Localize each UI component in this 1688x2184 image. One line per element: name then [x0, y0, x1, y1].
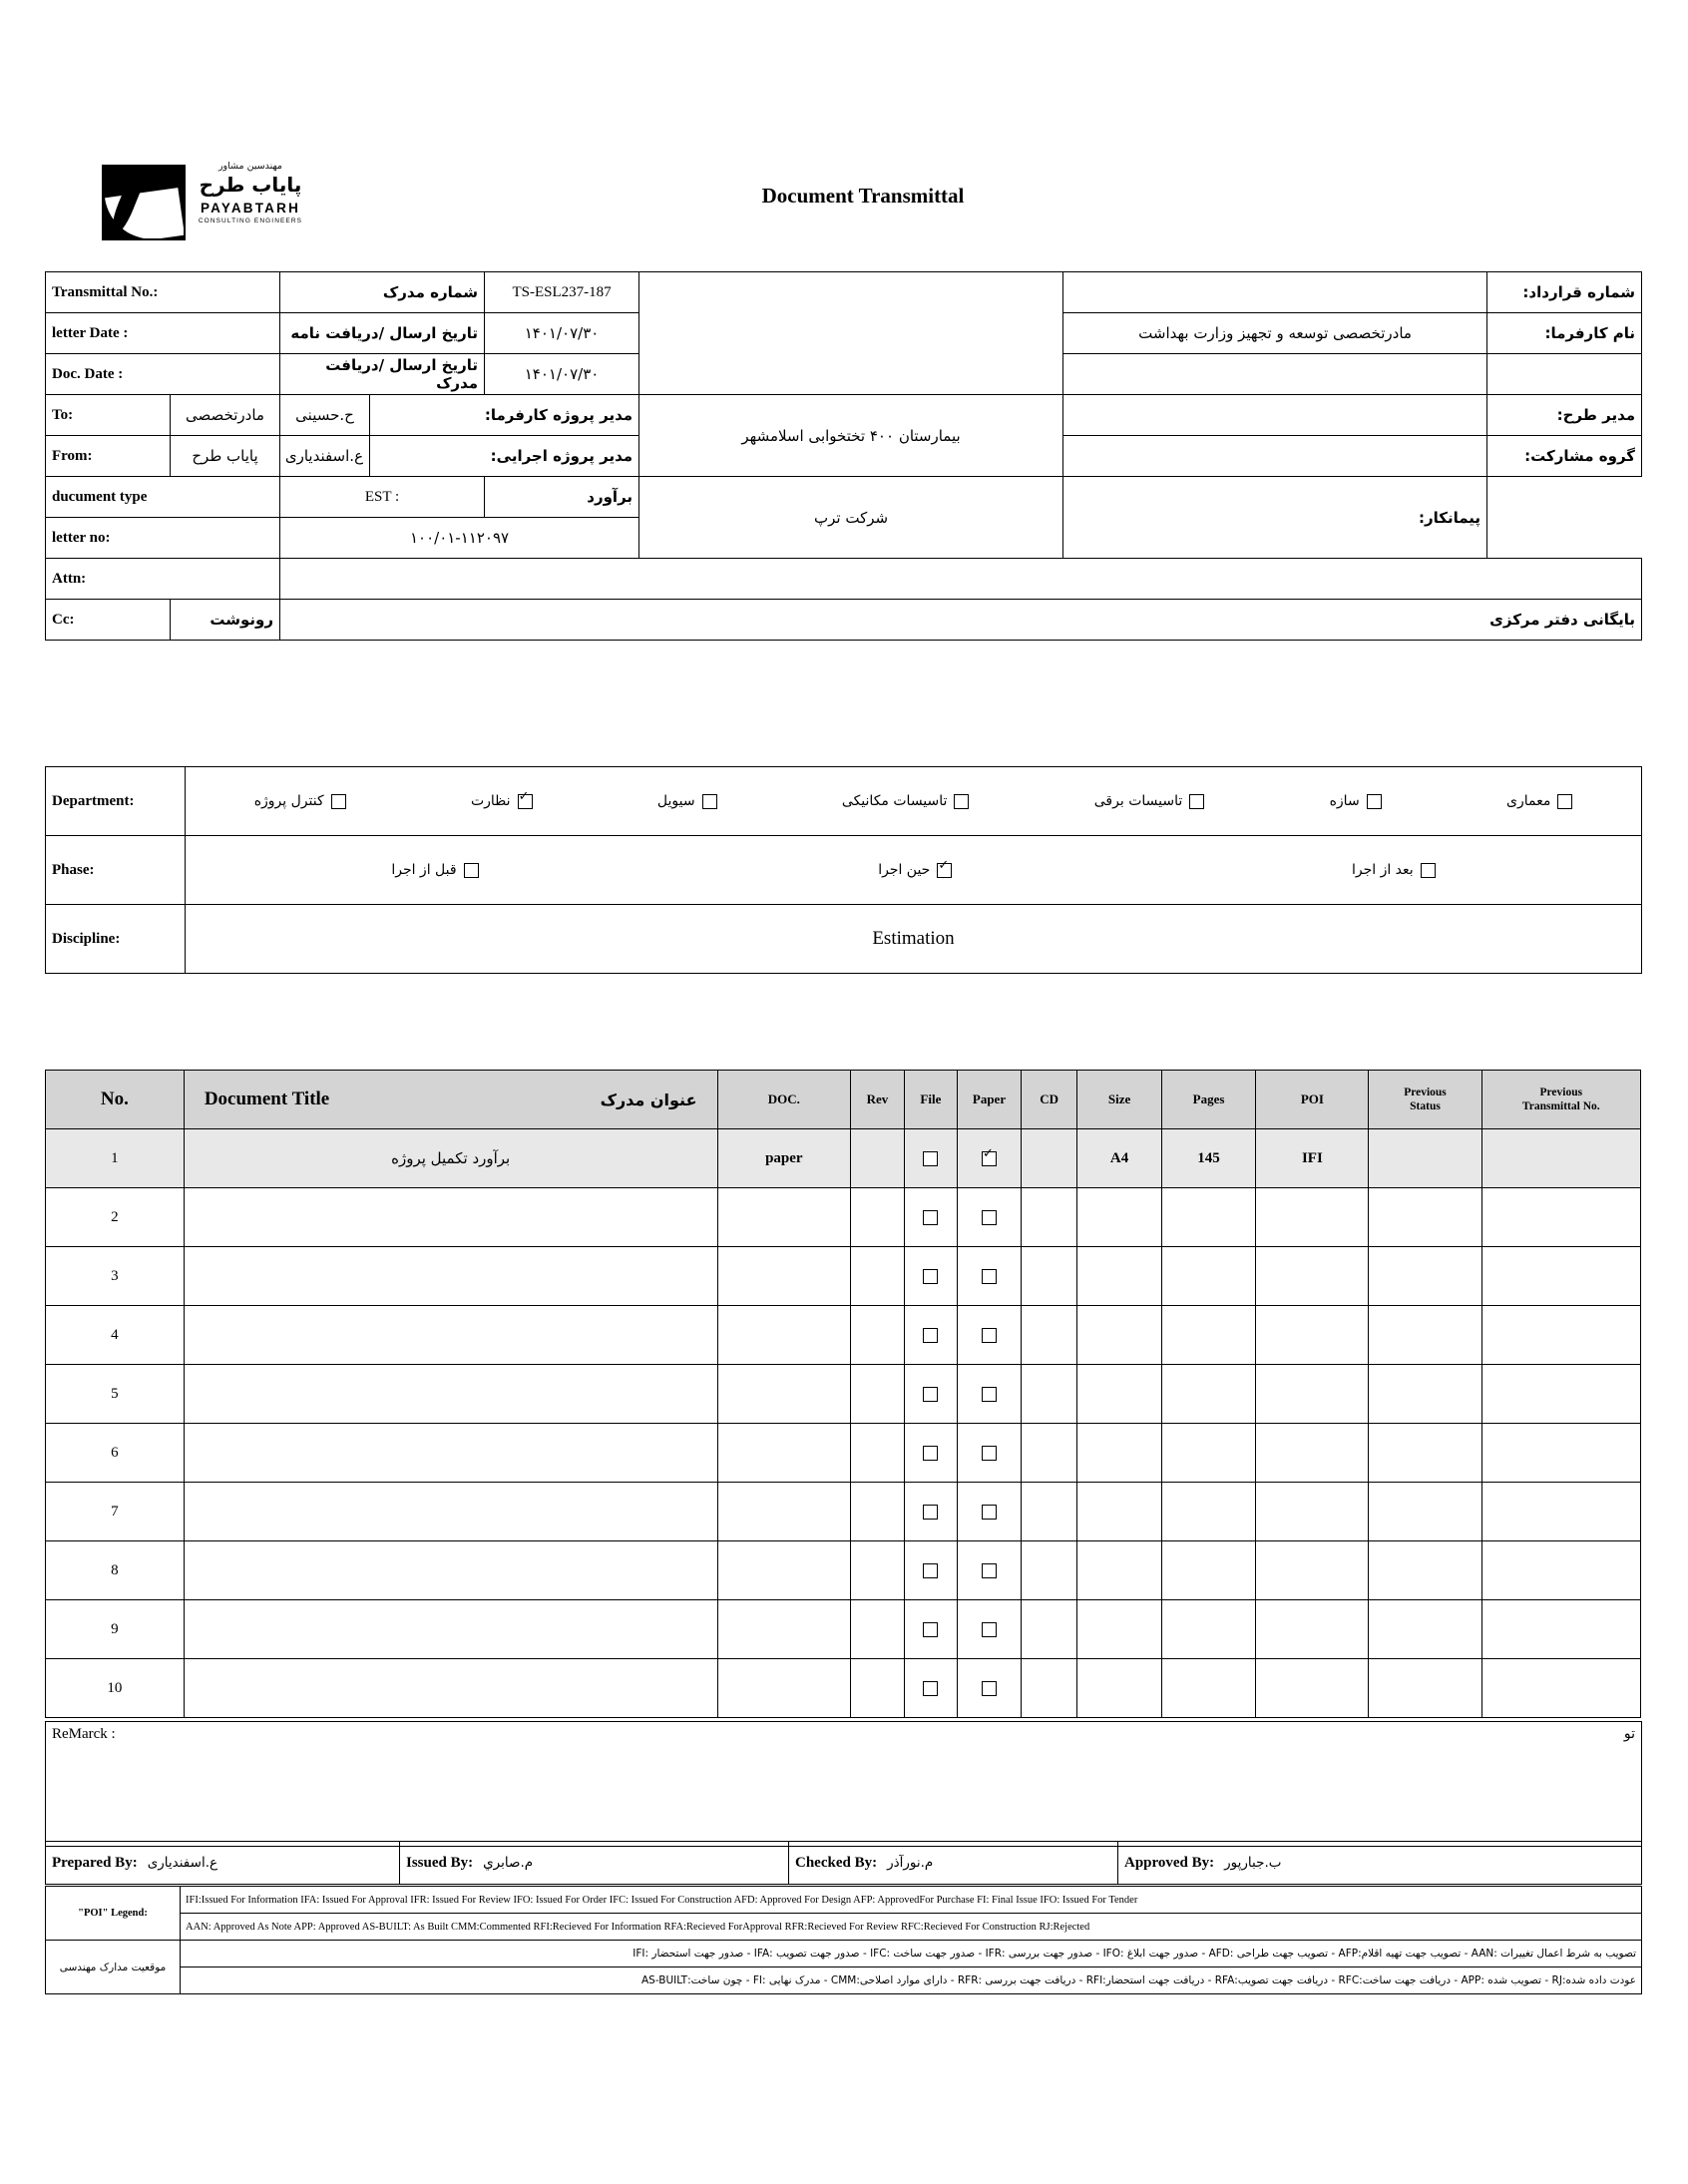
- header-previous-status: [1369, 1071, 1481, 1129]
- table-row[interactable]: [46, 1600, 1641, 1659]
- cell-doc[interactable]: [717, 1188, 851, 1247]
- cell-doc[interactable]: [717, 1247, 851, 1306]
- cell-no: 4: [46, 1306, 185, 1365]
- to-label: To:: [46, 395, 171, 436]
- cell-file[interactable]: [904, 1541, 957, 1600]
- cell-cd[interactable]: [1021, 1188, 1077, 1247]
- checkbox-icon[interactable]: [923, 1681, 938, 1696]
- header-poi: POI: [1256, 1071, 1369, 1129]
- transmittal-no-value[interactable]: TS-ESL237-187: [485, 272, 639, 313]
- cell-prev-status[interactable]: [1369, 1483, 1481, 1541]
- cell-cd[interactable]: [1021, 1247, 1077, 1306]
- design-manager-label: مدیر طرح:: [1487, 395, 1642, 436]
- cell-title[interactable]: برآورد تکمیل پروژه: [184, 1129, 717, 1188]
- transmittal-no-label-fa: شماره مدرک: [280, 272, 485, 313]
- employer-name-label: نام کارفرما:: [1487, 313, 1642, 354]
- cell-pages[interactable]: [1161, 1365, 1256, 1424]
- checkbox-icon[interactable]: [982, 1563, 997, 1578]
- cell-poi[interactable]: [1256, 1424, 1369, 1483]
- dept-option-electrical[interactable]: [1094, 793, 1204, 809]
- cell-size[interactable]: [1077, 1365, 1161, 1424]
- cell-doc[interactable]: [717, 1659, 851, 1718]
- cell-file[interactable]: [904, 1600, 957, 1659]
- checkbox-icon[interactable]: [923, 1622, 938, 1637]
- checkbox-icon[interactable]: [1557, 794, 1572, 809]
- cell-title[interactable]: [184, 1424, 717, 1483]
- cell-rev[interactable]: [851, 1483, 904, 1541]
- phase-label: Phase:: [46, 836, 186, 905]
- checkbox-icon[interactable]: [464, 863, 479, 878]
- cell-cd[interactable]: [1021, 1306, 1077, 1365]
- legend-title: "POI" Legend:: [46, 1887, 181, 1941]
- cell-pages[interactable]: [1161, 1424, 1256, 1483]
- legend-line-4: عودت داده شده:RJ - تصویب شده :APP - دریافت جهت ساخت:RFC - دریافت جهت تصویب:RFA - دریافت جهت استحضار:RFI - دریافت جهت بررسی :RFR - دارای موارد اصلاحی:CMM - مدرک نهایی :FI - چون ساخت:AS-BUILT: [181, 1967, 1642, 1994]
- legend-row-3: [46, 1941, 1642, 1967]
- phase-option-label: قبل از اجرا: [391, 862, 457, 878]
- cell-file[interactable]: [904, 1483, 957, 1541]
- cell-paper[interactable]: [958, 1188, 1022, 1247]
- cell-size[interactable]: [1077, 1659, 1161, 1718]
- doc-date-label: Doc. Date :: [46, 354, 280, 395]
- company-logo: [80, 160, 309, 254]
- checkbox-icon[interactable]: [982, 1328, 997, 1343]
- table-row[interactable]: [46, 1188, 1641, 1247]
- letter-date-label-fa: تاریخ ارسال /دریافت نامه: [280, 313, 485, 354]
- checkbox-icon[interactable]: [923, 1210, 938, 1225]
- header-size: Size: [1077, 1071, 1161, 1129]
- cell-prev-transmittal[interactable]: [1481, 1483, 1640, 1541]
- doc-table-header-row: [46, 1071, 1641, 1129]
- cell-paper[interactable]: [958, 1424, 1022, 1483]
- checkbox-icon[interactable]: [923, 1563, 938, 1578]
- project-name-cell: [639, 272, 1063, 395]
- design-manager-value[interactable]: [1063, 395, 1487, 436]
- document-type-label-fa: برآورد: [485, 477, 639, 518]
- cell-file[interactable]: [904, 1424, 957, 1483]
- transmittal-info-table: [45, 271, 1642, 641]
- checkbox-icon[interactable]: [982, 1622, 997, 1637]
- document-header: [55, 160, 1631, 259]
- cell-pages[interactable]: 145: [1161, 1129, 1256, 1188]
- issued-by-label: Issued By:: [406, 1854, 474, 1871]
- dept-option-supervision[interactable]: [471, 793, 533, 809]
- legend-row-2: [46, 1914, 1642, 1941]
- table-row[interactable]: [46, 1659, 1641, 1718]
- dept-option-label: سازه: [1329, 793, 1360, 809]
- checked-by-label: Checked By:: [795, 1854, 878, 1871]
- dept-option-label: سیویل: [656, 793, 695, 809]
- phase-row: [46, 836, 1642, 905]
- dept-option-label: نظارت: [470, 793, 511, 809]
- checkbox-checked-icon[interactable]: [937, 863, 952, 878]
- phase-option-after[interactable]: [1352, 862, 1436, 878]
- header-cd: CD: [1021, 1071, 1077, 1129]
- dept-option-memari[interactable]: [1506, 793, 1572, 809]
- cc-label: Cc:: [46, 600, 171, 641]
- cell-cd[interactable]: [1021, 1365, 1077, 1424]
- document-type-value[interactable]: EST :: [280, 477, 485, 518]
- cell-prev-transmittal[interactable]: [1481, 1600, 1640, 1659]
- dept-option-mechanical[interactable]: [842, 793, 970, 809]
- department-option-list: [192, 793, 1635, 809]
- checkbox-icon[interactable]: [982, 1505, 997, 1520]
- dept-option-label: تاسیسات برقی: [1093, 793, 1183, 809]
- logo-line-2: پایاب طرح: [199, 172, 302, 197]
- cell-cd[interactable]: [1021, 1424, 1077, 1483]
- cell-size[interactable]: [1077, 1424, 1161, 1483]
- table-row[interactable]: [46, 1483, 1641, 1541]
- issued-by-cell[interactable]: [400, 1842, 789, 1885]
- logo-line-3: PAYABTARH: [200, 200, 301, 216]
- department-label: Department:: [46, 767, 186, 836]
- cell-rev[interactable]: [851, 1365, 904, 1424]
- cell-prev-status[interactable]: [1369, 1247, 1481, 1306]
- cell-title[interactable]: [184, 1659, 717, 1718]
- cell-prev-transmittal[interactable]: [1481, 1306, 1640, 1365]
- to-value[interactable]: مادرتخصصی: [171, 395, 280, 436]
- letter-no-label: letter no:: [46, 518, 280, 559]
- cell-poi[interactable]: [1256, 1659, 1369, 1718]
- header-previous-transmittal: [1481, 1071, 1640, 1129]
- exec-pm-value[interactable]: ع.اسفندیاری: [280, 436, 370, 477]
- cell-cd[interactable]: [1021, 1129, 1077, 1188]
- contractor-label: پیمانکار:: [1063, 477, 1487, 559]
- cell-rev[interactable]: [851, 1306, 904, 1365]
- discipline-label: Discipline:: [46, 905, 186, 974]
- cell-prev-transmittal[interactable]: [1481, 1424, 1640, 1483]
- cell-poi[interactable]: [1256, 1483, 1369, 1541]
- phase-option-label: حین اجرا: [878, 862, 931, 878]
- cell-no: 9: [46, 1600, 185, 1659]
- cell-rev[interactable]: [851, 1659, 904, 1718]
- info-blank-label-1: [1487, 354, 1642, 395]
- table-row[interactable]: [46, 1129, 1641, 1188]
- checkbox-checked-icon[interactable]: [518, 794, 533, 809]
- remark-label: ReMarck :: [52, 1726, 116, 1742]
- legend-title-fa: موقعیت مدارک مهندسی: [46, 1941, 181, 1994]
- cell-no: 3: [46, 1247, 185, 1306]
- prepared-by-label: Prepared By:: [52, 1854, 138, 1871]
- phase-options: [186, 836, 1642, 905]
- phase-option-label: بعد از اجرا: [1351, 862, 1414, 878]
- logo-line-4: CONSULTING ENGINEERS: [198, 218, 303, 225]
- remark-right-text: تو: [1623, 1726, 1635, 1742]
- cell-prev-transmittal[interactable]: [1481, 1541, 1640, 1600]
- checkbox-icon[interactable]: [923, 1151, 938, 1166]
- cell-poi[interactable]: [1256, 1600, 1369, 1659]
- cell-rev[interactable]: [851, 1247, 904, 1306]
- cell-doc[interactable]: [717, 1424, 851, 1483]
- cell-pages[interactable]: [1161, 1247, 1256, 1306]
- cell-prev-transmittal[interactable]: [1481, 1247, 1640, 1306]
- table-row[interactable]: [46, 1247, 1641, 1306]
- cell-paper[interactable]: [958, 1483, 1022, 1541]
- cell-doc[interactable]: [717, 1483, 851, 1541]
- cell-file[interactable]: [904, 1188, 957, 1247]
- cell-title[interactable]: [184, 1483, 717, 1541]
- project-name-value: بیمارستان ۴۰۰ تختخوابی اسلامشهر: [639, 395, 1063, 477]
- table-row[interactable]: [46, 1424, 1641, 1483]
- cell-prev-status[interactable]: [1369, 1365, 1481, 1424]
- cell-title[interactable]: [184, 1541, 717, 1600]
- legend-row-1: [46, 1887, 1642, 1914]
- checkbox-checked-icon[interactable]: [982, 1151, 997, 1166]
- employer-pm-label: مدیر پروژه کارفرما:: [370, 395, 639, 436]
- cell-no: 5: [46, 1365, 185, 1424]
- cell-no: 8: [46, 1541, 185, 1600]
- cell-no: 7: [46, 1483, 185, 1541]
- info-row-document-type: [46, 477, 1642, 518]
- cell-paper[interactable]: [958, 1247, 1022, 1306]
- cell-pages[interactable]: [1161, 1600, 1256, 1659]
- cell-pages[interactable]: [1161, 1306, 1256, 1365]
- info-row-transmittal-no: [46, 272, 1642, 313]
- prepared-by-cell[interactable]: [46, 1842, 400, 1885]
- cell-rev[interactable]: [851, 1541, 904, 1600]
- cell-file[interactable]: [904, 1365, 957, 1424]
- exec-pm-label: مدیر پروژه اجرایی:: [370, 436, 639, 477]
- cell-cd[interactable]: [1021, 1483, 1077, 1541]
- cell-prev-status[interactable]: [1369, 1188, 1481, 1247]
- prepared-by-value[interactable]: ع.اسفندیاری: [147, 1855, 218, 1871]
- header-previous-transmittal-l2: Transmittal No.: [1521, 1100, 1600, 1112]
- cell-title[interactable]: [184, 1188, 717, 1247]
- cell-poi[interactable]: [1256, 1365, 1369, 1424]
- dept-option-label: معماری: [1506, 793, 1551, 809]
- cell-prev-status[interactable]: [1369, 1306, 1481, 1365]
- cell-file[interactable]: [904, 1247, 957, 1306]
- cell-prev-status[interactable]: [1369, 1541, 1481, 1600]
- dept-option-project-control[interactable]: [254, 793, 346, 809]
- cell-prev-status[interactable]: [1369, 1659, 1481, 1718]
- contract-no-label: شماره قرارداد:: [1487, 272, 1642, 313]
- checkbox-icon[interactable]: [1367, 794, 1382, 809]
- info-blank-1[interactable]: [1063, 354, 1487, 395]
- cell-no: 10: [46, 1659, 185, 1718]
- checkbox-icon[interactable]: [1189, 794, 1204, 809]
- table-row[interactable]: [46, 1306, 1641, 1365]
- header-document-title-en: Document Title: [204, 1089, 330, 1109]
- info-row-to: [46, 395, 1642, 436]
- remark-row: [46, 1722, 1642, 1847]
- doc-date-label-fa: تاریخ ارسال /دریافت مدرک: [280, 354, 485, 395]
- cell-title[interactable]: [184, 1247, 717, 1306]
- checkbox-icon[interactable]: [702, 794, 717, 809]
- cell-cd[interactable]: [1021, 1600, 1077, 1659]
- checkbox-icon[interactable]: [982, 1681, 997, 1696]
- cell-cd[interactable]: [1021, 1659, 1077, 1718]
- department-options: [186, 767, 1642, 836]
- cc-value[interactable]: بایگانی دفتر مرکزی: [280, 600, 1642, 641]
- cell-doc[interactable]: [717, 1541, 851, 1600]
- cell-file[interactable]: [904, 1306, 957, 1365]
- page-title: Document Transmittal: [761, 184, 965, 208]
- header-previous-status-l1: Previous: [1404, 1086, 1447, 1098]
- joint-venture-value[interactable]: [1063, 436, 1487, 477]
- cell-paper[interactable]: [958, 1600, 1022, 1659]
- cell-no: 2: [46, 1188, 185, 1247]
- cell-rev[interactable]: [851, 1424, 904, 1483]
- cell-rev[interactable]: [851, 1188, 904, 1247]
- phase-option-list: [192, 862, 1635, 878]
- logo-text: [192, 162, 309, 225]
- issued-by-value[interactable]: م.صابري: [483, 1855, 534, 1871]
- document-list-table: [45, 1070, 1641, 1718]
- cell-size[interactable]: [1077, 1483, 1161, 1541]
- table-row[interactable]: [46, 1541, 1641, 1600]
- discipline-row: [46, 905, 1642, 974]
- cell-no: 6: [46, 1424, 185, 1483]
- approved-by-cell[interactable]: [1118, 1842, 1642, 1885]
- cell-paper[interactable]: [958, 1365, 1022, 1424]
- contract-no-value[interactable]: [1063, 272, 1487, 313]
- dept-option-label: تاسیسات مکانیکی: [841, 793, 948, 809]
- checkbox-icon[interactable]: [982, 1446, 997, 1461]
- checkbox-icon[interactable]: [982, 1387, 997, 1402]
- cell-size[interactable]: A4: [1077, 1129, 1161, 1188]
- signature-row: [46, 1842, 1642, 1885]
- cell-pages[interactable]: [1161, 1188, 1256, 1247]
- legend-line-1: IFI:Issued For Information IFA: Issued For Approval IFR: Issued For Review IFO: Issued For Order IFC: Issued For Construction AFD: Approved For Design AFP: ApprovedFor Purchase FI: Final Issue IFO: Issued For Tender: [181, 1887, 1642, 1914]
- from-label: From:: [46, 436, 171, 477]
- from-value[interactable]: پایاب طرح: [171, 436, 280, 477]
- cell-paper[interactable]: [958, 1306, 1022, 1365]
- cell-doc[interactable]: [717, 1365, 851, 1424]
- checkbox-icon[interactable]: [982, 1269, 997, 1284]
- cell-prev-transmittal[interactable]: [1481, 1365, 1640, 1424]
- checkbox-icon[interactable]: [331, 794, 346, 809]
- checkbox-icon[interactable]: [923, 1328, 938, 1343]
- attn-label: Attn:: [46, 559, 280, 600]
- discipline-value[interactable]: Estimation: [186, 905, 1642, 974]
- department-phase-table: [45, 766, 1642, 974]
- department-row: [46, 767, 1642, 836]
- cell-paper[interactable]: [958, 1129, 1022, 1188]
- cell-doc[interactable]: [717, 1600, 851, 1659]
- transmittal-no-label: Transmittal No.:: [46, 272, 280, 313]
- cell-prev-status[interactable]: [1369, 1600, 1481, 1659]
- header-paper: Paper: [958, 1071, 1022, 1129]
- phase-option-before[interactable]: [391, 862, 478, 878]
- doc-date-value[interactable]: ۱۴۰۱/۰۷/۳۰: [485, 354, 639, 395]
- header-previous-transmittal-l1: Previous: [1539, 1086, 1583, 1098]
- checkbox-icon[interactable]: [923, 1446, 938, 1461]
- header-doc: DOC.: [717, 1071, 851, 1129]
- cc-label-fa: رونوشت: [171, 600, 280, 641]
- header-previous-status-l2: Status: [1410, 1100, 1441, 1112]
- approved-by-value[interactable]: ب.جبارپور: [1224, 1855, 1282, 1871]
- header-rev: Rev: [851, 1071, 904, 1129]
- joint-venture-label: گروه مشارکت:: [1487, 436, 1642, 477]
- cell-rev[interactable]: [851, 1600, 904, 1659]
- employer-pm-value[interactable]: ح.حسینی: [280, 395, 370, 436]
- letter-no-value[interactable]: ۱۰۰/۰۱-۱۱۲۰۹۷: [280, 518, 639, 559]
- cell-prev-status[interactable]: [1369, 1129, 1481, 1188]
- cell-prev-transmittal[interactable]: [1481, 1659, 1640, 1718]
- info-row-attn: [46, 559, 1642, 600]
- remark-table: [45, 1721, 1642, 1847]
- cell-pages[interactable]: [1161, 1659, 1256, 1718]
- legend-line-3: تصویب به شرط اعمال تغییرات :AAN - تصویب جهت تهیه اقلام:AFP - تصویب جهت طراحی :AFD - صدور جهت ابلاغ :IFO - صدور جهت بررسی :IFR - صدور جهت ساخت :IFC - صدور جهت تصویب :IFA - صدور جهت استحضار :IFI: [181, 1941, 1642, 1967]
- cell-paper[interactable]: [958, 1541, 1022, 1600]
- cell-rev[interactable]: [851, 1129, 904, 1188]
- document-type-label: ducument type: [46, 477, 280, 518]
- cell-size[interactable]: [1077, 1600, 1161, 1659]
- legend-line-2: AAN: Approved As Note APP: Approved AS-BUILT: As Built CMM:Commented RFI:Recieved For Information RFA:Recieved ForApproval RFR:Recieved For Review RFC:Recieved For Construction RJ:Rejected: [181, 1914, 1642, 1941]
- header-no: No.: [46, 1071, 185, 1129]
- cell-poi[interactable]: [1256, 1188, 1369, 1247]
- cell-size[interactable]: [1077, 1541, 1161, 1600]
- cell-poi[interactable]: [1256, 1306, 1369, 1365]
- header-document-title: [184, 1071, 717, 1129]
- cell-file[interactable]: [904, 1129, 957, 1188]
- cell-size[interactable]: [1077, 1247, 1161, 1306]
- cell-prev-transmittal[interactable]: [1481, 1188, 1640, 1247]
- phase-option-during[interactable]: [878, 862, 952, 878]
- cell-size[interactable]: [1077, 1306, 1161, 1365]
- letter-date-value[interactable]: ۱۴۰۱/۰۷/۳۰: [485, 313, 639, 354]
- cell-file[interactable]: [904, 1659, 957, 1718]
- cell-title[interactable]: [184, 1600, 717, 1659]
- approved-by-label: Approved By:: [1124, 1854, 1215, 1871]
- header-document-title-fa: عنوان مدرک: [600, 1090, 697, 1109]
- checkbox-icon[interactable]: [923, 1505, 938, 1520]
- logo-mark-icon: [102, 165, 186, 240]
- letter-date-label: letter Date :: [46, 313, 280, 354]
- info-row-cc: [46, 600, 1642, 641]
- dept-option-sazeh[interactable]: [1330, 793, 1382, 809]
- cell-doc[interactable]: [717, 1306, 851, 1365]
- cell-pages[interactable]: [1161, 1483, 1256, 1541]
- dept-option-civil[interactable]: [657, 793, 717, 809]
- checked-by-value[interactable]: م.نورآذر: [887, 1855, 934, 1871]
- cell-poi[interactable]: [1256, 1541, 1369, 1600]
- signature-table: [45, 1841, 1642, 1885]
- cell-poi[interactable]: [1256, 1247, 1369, 1306]
- checkbox-icon[interactable]: [954, 794, 969, 809]
- checkbox-icon[interactable]: [923, 1269, 938, 1284]
- dept-option-label: کنترل پروژه: [253, 793, 324, 809]
- cell-prev-transmittal[interactable]: [1481, 1129, 1640, 1188]
- header-file: File: [904, 1071, 957, 1129]
- cell-doc[interactable]: paper: [717, 1129, 851, 1188]
- contractor-value[interactable]: شرکت ترپ: [639, 477, 1063, 559]
- checked-by-cell[interactable]: [789, 1842, 1118, 1885]
- cell-cd[interactable]: [1021, 1541, 1077, 1600]
- cell-title[interactable]: [184, 1365, 717, 1424]
- logo-line-1: مهندسین مشاور: [217, 161, 283, 172]
- employer-name-value[interactable]: مادرتخصصی توسعه و تجهیز وزارت بهداشت: [1063, 313, 1487, 354]
- poi-legend-table: [45, 1886, 1642, 1994]
- attn-value[interactable]: [280, 559, 1642, 600]
- checkbox-icon[interactable]: [923, 1387, 938, 1402]
- legend-row-4: [46, 1967, 1642, 1994]
- remark-cell[interactable]: [46, 1722, 1642, 1847]
- header-pages: Pages: [1161, 1071, 1256, 1129]
- checkbox-icon[interactable]: [1421, 863, 1436, 878]
- cell-prev-status[interactable]: [1369, 1424, 1481, 1483]
- table-row[interactable]: [46, 1365, 1641, 1424]
- cell-size[interactable]: [1077, 1188, 1161, 1247]
- cell-no: 1: [46, 1129, 185, 1188]
- checkbox-icon[interactable]: [982, 1210, 997, 1225]
- cell-poi[interactable]: IFI: [1256, 1129, 1369, 1188]
- cell-paper[interactable]: [958, 1659, 1022, 1718]
- cell-pages[interactable]: [1161, 1541, 1256, 1600]
- cell-title[interactable]: [184, 1306, 717, 1365]
